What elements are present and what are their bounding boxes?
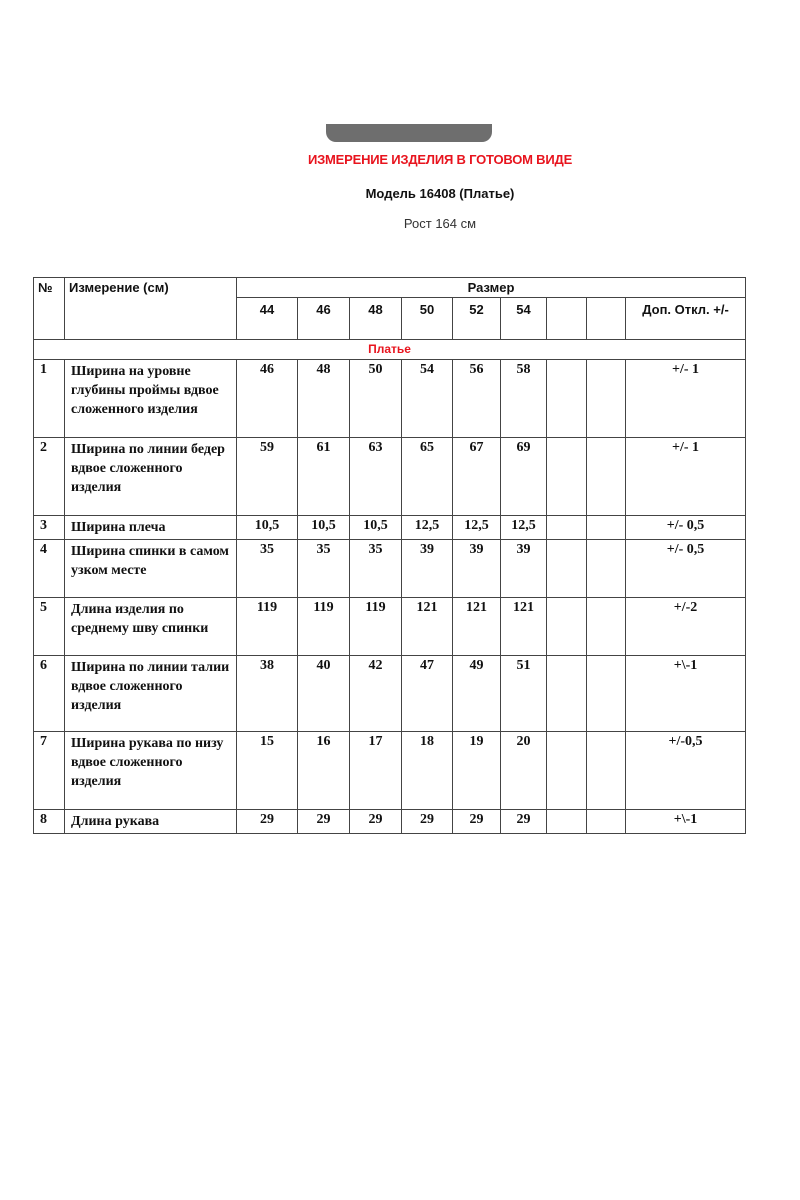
value-54: 58 <box>501 360 547 438</box>
value-52: 67 <box>453 438 501 516</box>
value-48: 10,5 <box>350 516 402 540</box>
empty-cell <box>587 656 626 732</box>
size-empty-1 <box>547 298 587 340</box>
measurement-name: Ширина по линии талии вдвое сложенного изделия <box>65 656 237 732</box>
table-row <box>34 516 746 540</box>
value-50: 47 <box>402 656 453 732</box>
value-44: 38 <box>237 656 298 732</box>
col-header-measure: Измерение (см) <box>65 278 237 340</box>
col-header-no: № <box>34 278 65 340</box>
value-48: 119 <box>350 598 402 656</box>
value-52: 56 <box>453 360 501 438</box>
measurement-name: Ширина на уровне глубины проймы вдвое сложенного изделия <box>65 360 237 438</box>
value-46: 48 <box>298 360 350 438</box>
row-number: 1 <box>34 360 65 438</box>
empty-cell <box>547 540 587 598</box>
value-46: 35 <box>298 540 350 598</box>
row-number: 2 <box>34 438 65 516</box>
value-46: 61 <box>298 438 350 516</box>
document-title: ИЗМЕРЕНИЕ ИЗДЕЛИЯ В ГОТОВОМ ВИДЕ <box>307 152 573 167</box>
value-50: 29 <box>402 810 453 834</box>
value-50: 121 <box>402 598 453 656</box>
value-48: 42 <box>350 656 402 732</box>
value-52: 39 <box>453 540 501 598</box>
value-52: 19 <box>453 732 501 810</box>
measurement-name: Ширина спинки в самом узком месте <box>65 540 237 598</box>
value-52: 29 <box>453 810 501 834</box>
value-46: 119 <box>298 598 350 656</box>
value-48: 50 <box>350 360 402 438</box>
tolerance: +/- 1 <box>626 438 746 516</box>
measurement-name: Длина рукава <box>65 810 237 834</box>
value-50: 39 <box>402 540 453 598</box>
row-number: 4 <box>34 540 65 598</box>
value-44: 15 <box>237 732 298 810</box>
tolerance: +/- 1 <box>626 360 746 438</box>
table-row <box>34 540 746 598</box>
tolerance: +\-1 <box>626 810 746 834</box>
measurement-name: Ширина плеча <box>65 516 237 540</box>
value-54: 121 <box>501 598 547 656</box>
value-54: 51 <box>501 656 547 732</box>
empty-cell <box>547 810 587 834</box>
value-48: 17 <box>350 732 402 810</box>
table-row <box>34 438 746 516</box>
value-50: 65 <box>402 438 453 516</box>
size-52: 52 <box>453 298 501 340</box>
header-row-top <box>34 278 746 298</box>
value-46: 29 <box>298 810 350 834</box>
row-number: 3 <box>34 516 65 540</box>
empty-cell <box>547 516 587 540</box>
value-46: 16 <box>298 732 350 810</box>
size-54: 54 <box>501 298 547 340</box>
height-label: Рост 164 см <box>403 216 477 231</box>
empty-cell <box>547 598 587 656</box>
section-label: Платье <box>34 340 746 360</box>
table-row <box>34 732 746 810</box>
size-44: 44 <box>237 298 298 340</box>
value-44: 59 <box>237 438 298 516</box>
tolerance: +/- 0,5 <box>626 540 746 598</box>
value-44: 35 <box>237 540 298 598</box>
value-44: 46 <box>237 360 298 438</box>
col-header-size: Размер <box>237 278 746 298</box>
size-46: 46 <box>298 298 350 340</box>
table-row <box>34 598 746 656</box>
empty-cell <box>587 732 626 810</box>
measurement-name: Ширина рукава по низу вдвое сложенного изделия <box>65 732 237 810</box>
size-empty-2 <box>587 298 626 340</box>
empty-cell <box>587 360 626 438</box>
top-image-fragment <box>326 124 492 142</box>
value-48: 35 <box>350 540 402 598</box>
empty-cell <box>547 438 587 516</box>
value-54: 39 <box>501 540 547 598</box>
section-row <box>34 340 746 360</box>
model-label: Модель 16408 (Платье) <box>365 186 515 201</box>
value-46: 40 <box>298 656 350 732</box>
measurement-name: Длина изделия по среднему шву спинки <box>65 598 237 656</box>
value-50: 54 <box>402 360 453 438</box>
row-number: 7 <box>34 732 65 810</box>
value-50: 12,5 <box>402 516 453 540</box>
value-54: 69 <box>501 438 547 516</box>
value-44: 29 <box>237 810 298 834</box>
table-row <box>34 360 746 438</box>
value-52: 49 <box>453 656 501 732</box>
empty-cell <box>587 438 626 516</box>
empty-cell <box>547 656 587 732</box>
empty-cell <box>547 732 587 810</box>
value-50: 18 <box>402 732 453 810</box>
value-54: 12,5 <box>501 516 547 540</box>
col-header-tolerance: Доп. Откл. +/- <box>626 298 746 340</box>
tolerance: +/-0,5 <box>626 732 746 810</box>
size-48: 48 <box>350 298 402 340</box>
row-number: 8 <box>34 810 65 834</box>
table-row <box>34 656 746 732</box>
value-48: 63 <box>350 438 402 516</box>
size-50: 50 <box>402 298 453 340</box>
empty-cell <box>587 540 626 598</box>
empty-cell <box>587 598 626 656</box>
tolerance: +/- 0,5 <box>626 516 746 540</box>
value-52: 121 <box>453 598 501 656</box>
value-44: 119 <box>237 598 298 656</box>
tolerance: +\-1 <box>626 656 746 732</box>
empty-cell <box>547 360 587 438</box>
table-row <box>34 810 746 834</box>
empty-cell <box>587 516 626 540</box>
empty-cell <box>587 810 626 834</box>
value-54: 29 <box>501 810 547 834</box>
value-52: 12,5 <box>453 516 501 540</box>
measurement-name: Ширина по линии бедер вдвое сложенного изделия <box>65 438 237 516</box>
size-table <box>33 277 746 834</box>
value-48: 29 <box>350 810 402 834</box>
row-number: 5 <box>34 598 65 656</box>
value-54: 20 <box>501 732 547 810</box>
row-number: 6 <box>34 656 65 732</box>
value-46: 10,5 <box>298 516 350 540</box>
value-44: 10,5 <box>237 516 298 540</box>
tolerance: +/-2 <box>626 598 746 656</box>
